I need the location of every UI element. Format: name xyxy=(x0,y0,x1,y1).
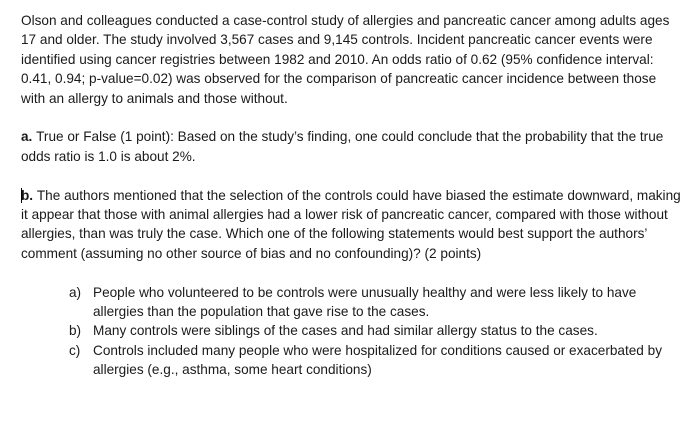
answer-option-b xyxy=(69,321,669,340)
answer-option-letter: c) xyxy=(69,342,81,358)
intro-paragraph: Olson and colleagues conducted a case-control study of allergies and pancreatic cancer among adults ages 17 and older. The study involved 3,567 cases and 9,145 controls. Incident pancreatic cancer events were identified using cancer registries between 1982 and 2010. An odds ratio of 0.62 (95% confidence interval: 0.41, 0.94; p-value=0.02) was observed for the comparison of pancreatic cancer incidence between those with an allergy to animals and those without. xyxy=(21,13,670,106)
answer-option-text: Many controls were siblings of the cases and had similar allergy status to the cases. xyxy=(93,323,598,339)
question-a-text: True or False (1 point): Based on the study’s finding, one could conclude that the probability that the true odds ratio is 1.0 is about 2%. xyxy=(21,129,664,164)
answer-option-letter: b) xyxy=(69,323,82,339)
answer-options-list xyxy=(69,283,669,380)
question-a-label: a. xyxy=(21,129,33,145)
question-a xyxy=(21,127,681,166)
question-b[interactable] xyxy=(21,186,681,264)
question-b-label: b. xyxy=(21,187,34,203)
paragraph-spacer xyxy=(21,166,681,185)
question-b-text: The authors mentioned that the selection of the controls could have biased the estimate downward, making it appear that those with animal allergies had a lower risk of pancreatic cancer, compared with those without allergies, than was truly the case. Which one of the following statements would best support the authors’ comment (assuming no other source of bias and no confounding)? (2 points) xyxy=(21,187,681,261)
answer-option-text: People who volunteered to be controls were unusually healthy and were less likely to have allergies than the population that gave rise to the cases. xyxy=(93,284,637,320)
answer-option-text: Controls included many people who were hospitalized for conditions caused or exacerbated by allergies (e.g., asthma, some heart conditions) xyxy=(93,342,663,378)
document-body xyxy=(21,11,681,380)
answer-option-letter: a) xyxy=(69,284,82,300)
answer-option-c xyxy=(69,341,669,380)
answer-option-a xyxy=(69,283,669,322)
paragraph-spacer xyxy=(21,108,681,127)
